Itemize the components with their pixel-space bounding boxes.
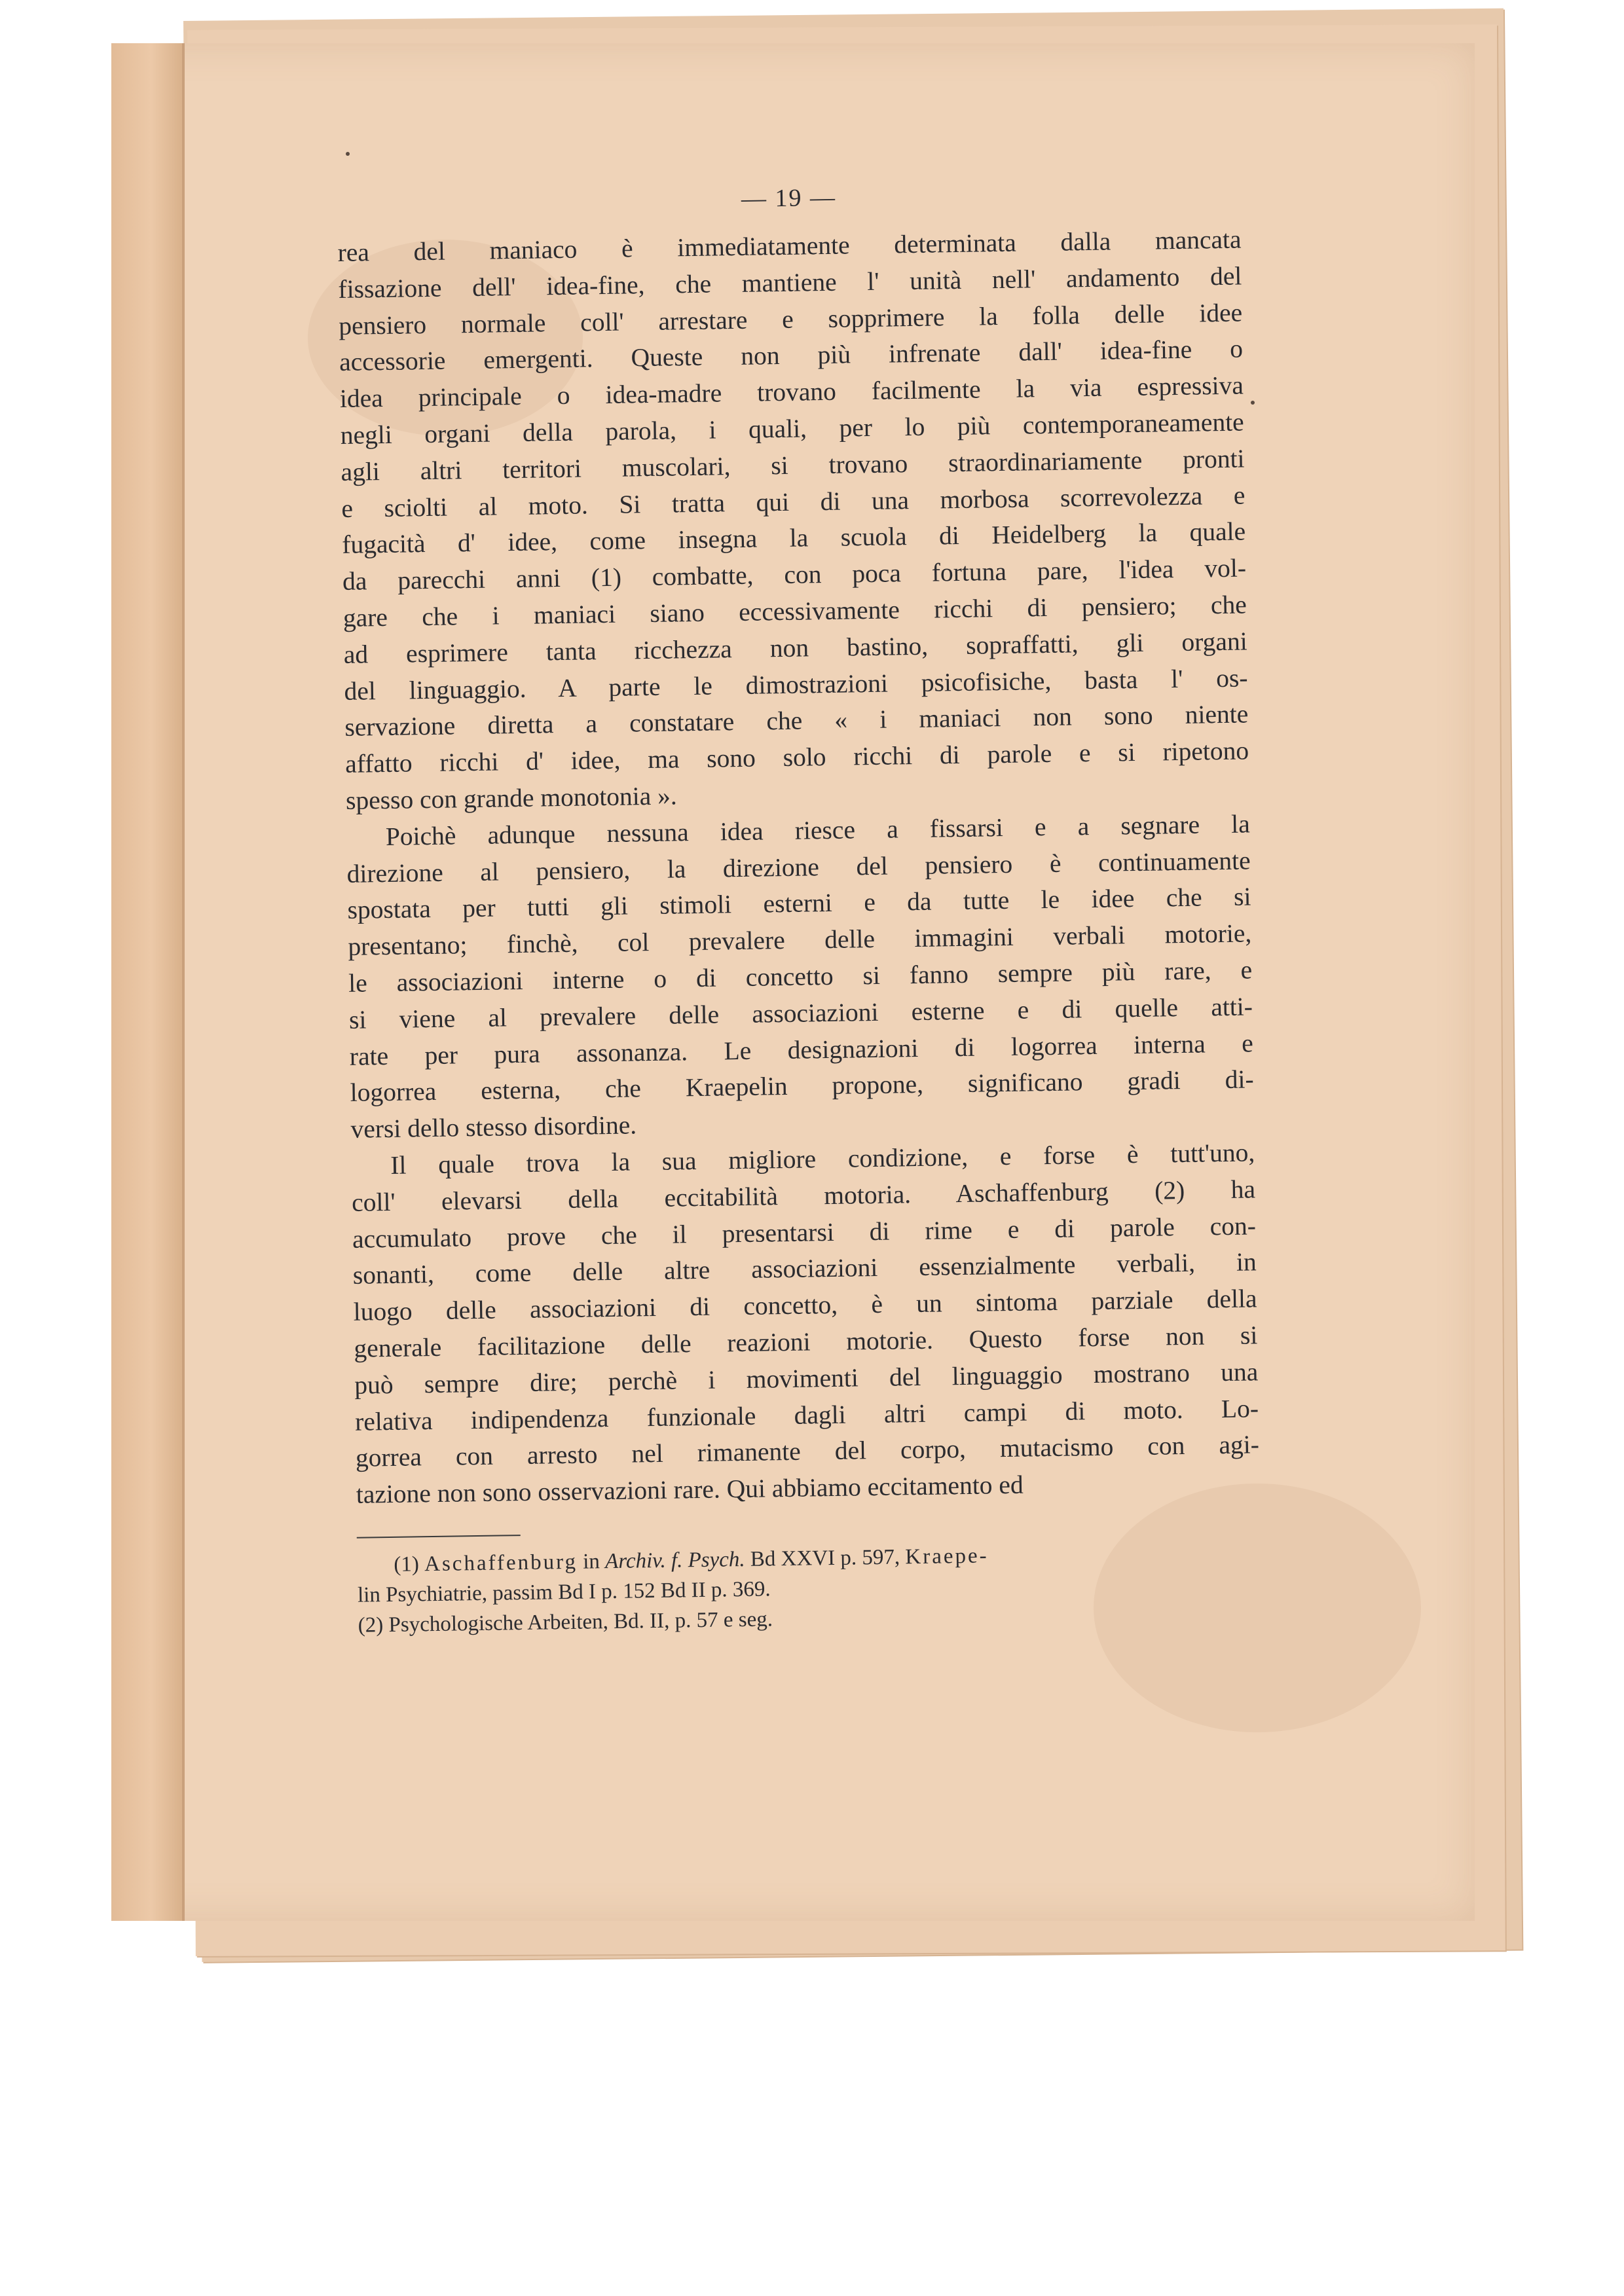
text-line: fissazione dell' idea-fine, che mantiene l' unità nell' andamento del <box>338 261 1242 304</box>
text-line: sonanti, come delle altre associazioni essenzialmente verbali, in <box>352 1247 1257 1290</box>
text-line: luogo delle associazioni di concetto, è un sintoma parziale della <box>353 1284 1257 1326</box>
footnotes <box>357 1537 1262 1640</box>
text-line: e sciolti al moto. Si tratta qui di una morbosa scorrevolezza e <box>341 481 1246 523</box>
paragraph <box>351 1135 1260 1513</box>
page-text <box>337 167 1262 1641</box>
text-line: negli organi della parola, i quali, per lo più contemporaneamente <box>340 407 1244 450</box>
footnote-1-marker: (1) <box>394 1552 420 1576</box>
text-line: generale facilitazione delle reazioni motorie. Questo forse non si <box>354 1321 1258 1363</box>
footnote-2: (2) Psychologische Arbeiten, Bd. II, p. 57 e seg. <box>358 1607 773 1637</box>
text-line: agli altri territori muscolari, si trovano straordinariamente pronti <box>341 444 1245 486</box>
text-line: presentano; finchè, col prevalere delle immagini verbali motorie, <box>348 919 1252 962</box>
text-line: spostata per tutti gli stimoli esterni e da tutte le idee che si <box>347 882 1251 925</box>
footnote-1-rest: Bd XXVI p. 597, <box>750 1545 900 1571</box>
page-number: — 19 — <box>741 183 837 213</box>
text-line: rate per pura assonanza. Le designazioni di logorrea interna e <box>349 1028 1254 1071</box>
footnote-1-author2: Kraepe- <box>905 1544 989 1569</box>
text-line: relativa indipendenza funzionale dagli altri campi di moto. Lo- <box>354 1393 1259 1436</box>
text-line: accessorie emergenti. Queste non più infrenate dall' idea-fine o <box>339 334 1244 377</box>
text-line: logorrea esterna, che Kraepelin propone, significano gradi di- <box>350 1065 1254 1108</box>
paragraph <box>346 806 1254 1148</box>
text-line: gare che i maniaci siano eccessivamente ricchi di pensiero; che <box>342 590 1247 632</box>
text-line: affatto ricchi d' idee, ma sono solo ricchi di parole e si ripetono <box>344 736 1249 779</box>
footnote-1-journal: Archiv. f. Psych. <box>604 1547 745 1574</box>
text-line: idea principale o idea-madre trovano facilmente la via espressiva <box>339 371 1244 414</box>
text-line: gorrea con arresto nel rimanente del corpo, mutacismo con agi- <box>355 1430 1260 1473</box>
ink-speck <box>346 152 350 156</box>
binding-fold-line <box>182 43 185 1921</box>
text-line: si viene al prevalere delle associazioni esterne e di quelle atti- <box>348 992 1253 1034</box>
text-line: Poichè adunque nessuna idea riesce a fissarsi e a segnare la <box>385 809 1251 851</box>
text-line: accumulato prove che il presentarsi di rime e di parole con- <box>352 1211 1257 1254</box>
text-line: servazione diretta a constatare che « i maniaci non sono niente <box>344 699 1249 742</box>
text-line: spesso con grande monotonia ». <box>345 781 678 815</box>
footnote-rule <box>357 1535 521 1539</box>
text-line: pensiero normale coll' arrestare e sopprimere la folla delle idee <box>338 298 1243 340</box>
text-line: ad esprimere tanta ricchezza non bastino, sopraffatti, gli organi <box>343 627 1247 669</box>
binding-fold <box>111 43 183 1921</box>
text-line: tazione non sono osservazioni rare. Qui abbiamo eccitamento ed <box>356 1470 1024 1509</box>
text-line: coll' elevarsi della eccitabilità motoria. Aschaffenburg (2) ha <box>351 1175 1256 1217</box>
text-line: del linguaggio. A parte le dimostrazioni psicofisiche, basta l' os- <box>344 663 1248 706</box>
text-line: versi dello stesso disordine. <box>350 1110 637 1144</box>
text-line: rea del maniaco è immediatamente determinata dalla mancata <box>337 225 1242 267</box>
text-line: può sempre dire; perchè i movimenti del linguaggio mostrano una <box>354 1357 1259 1400</box>
text-line: direzione al pensiero, la direzione del pensiero è continuamente <box>346 845 1251 888</box>
text-line: Il quale trova la sua migliore condizione, e forse è tutt'uno, <box>390 1138 1255 1180</box>
ink-speck <box>1251 401 1255 405</box>
footnote-1-author: Aschaffenburg <box>424 1550 578 1576</box>
body-paragraphs <box>337 222 1260 1514</box>
text-line: fugacità d' idee, come insegna la scuola di Heidelberg la quale <box>341 517 1246 560</box>
footnote-1-continuation: lin Psychiatrie, passim Bd I p. 152 Bd II p. 369. <box>357 1577 771 1607</box>
text-line: da parecchi anni (1) combatte, con poca fortuna pare, l'idea vol- <box>342 553 1247 596</box>
text-line: le associazioni interne o di concetto si fanno sempre più rare, e <box>348 955 1253 998</box>
footnote-1-pre: in <box>582 1550 600 1574</box>
paragraph <box>337 222 1249 820</box>
